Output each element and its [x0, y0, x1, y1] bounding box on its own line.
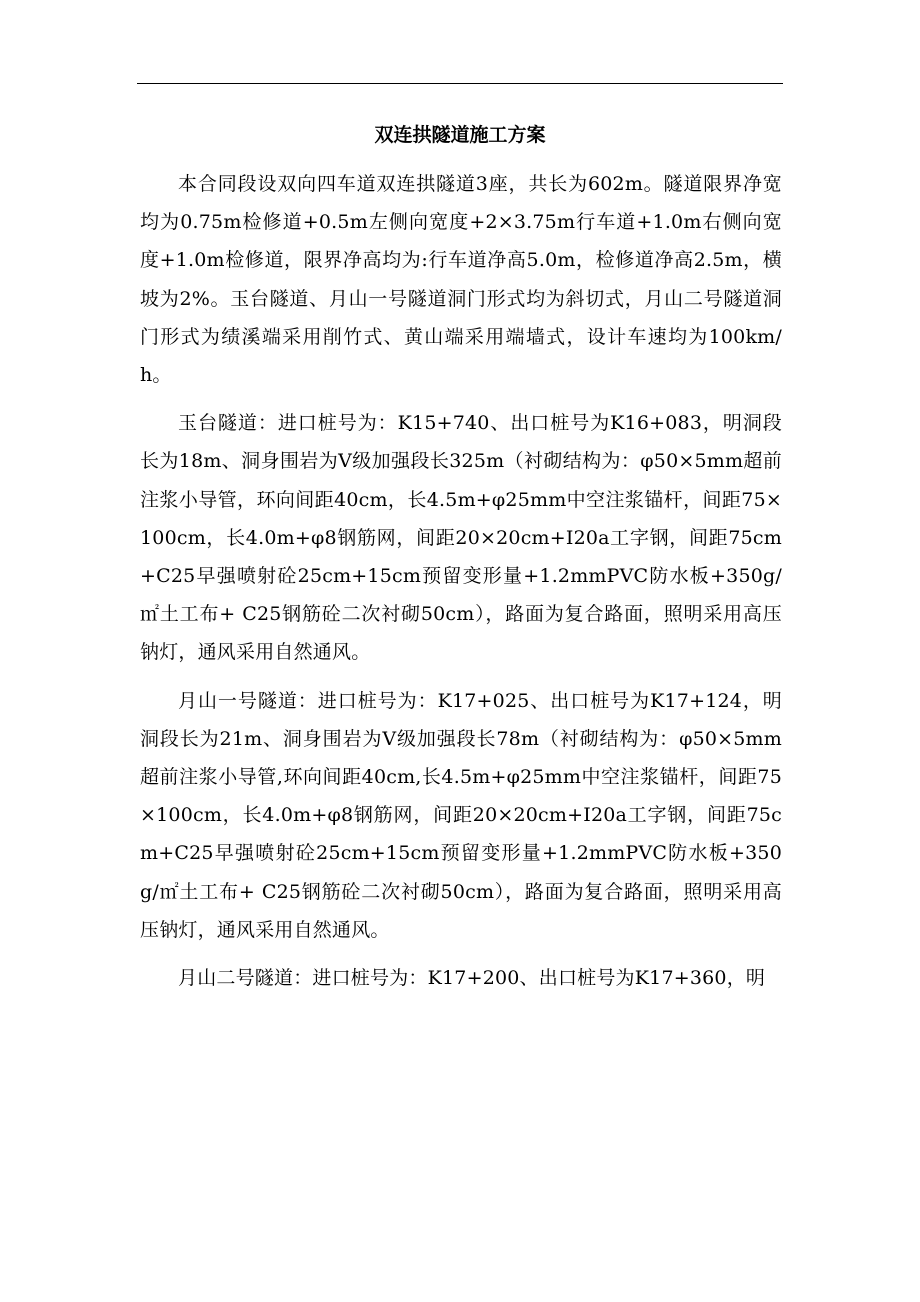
paragraph-yueshan-1-tunnel: 月山一号隧道：进口桩号为：K17+025、出口桩号为K17+124，明洞段长为21m、洞身围岩为Ⅴ级加强段长78m（衬砌结构为：φ50×5mm超前注浆小导管,环向间距40cm,长4.5m+φ25mm中空注浆锚杆，间距75×100cm，长4.0m+φ8钢筋网，间距20×20cm+I20a工字钢，间距75cm+C25早强喷射砼25cm+15cm预留变形量+1.2mmPVC防水板+350g/㎡土工布+ C25钢筋砼二次衬砌50cm），路面为复合路面，照明采用高压钠灯，通风采用自然通风。 — [140, 689, 782, 941]
document-title: 双连拱隧道施工方案 — [374, 124, 546, 146]
paragraph-yutai-tunnel: 玉台隧道：进口桩号为：K15+740、出口桩号为K16+083，明洞段长为18m、洞身围岩为Ⅴ级加强段长325m（衬砌结构为：φ50×5mm超前注浆小导管，环向间距40cm，长4.5m+φ25mm中空注浆锚杆，间距75×100cm，长4.0m+φ8钢筋网，间距20×20cm+I20a工字钢，间距75cm+C25早强喷射砼25cm+15cm预留变形量+1.2mmPVC防水板+350g/㎡土工布+ C25钢筋砼二次衬砌50cm），路面为复合路面，照明采用高压钠灯，通风采用自然通风。 — [140, 412, 782, 664]
paragraph-overview: 本合同段设双向四车道双连拱隧道3座，共长为602m。隧道限界净宽均为0.75m检修道+0.5m左侧向宽度+2×3.75m行车道+1.0m右侧向宽度+1.0m检修道，限界净高均为:行车道净高5.0m，检修道净高2.5m，横坡为2%。玉台隧道、月山一号隧道洞门形式均为斜切式，月山二号隧道洞门形式为绩溪端采用削竹式、黄山端采用端墙式，设计车速均为100km/h。 — [140, 173, 782, 387]
paragraph-yueshan-2-tunnel: 月山二号隧道：进口桩号为：K17+200、出口桩号为K17+360，明 — [178, 967, 766, 990]
document-body — [140, 165, 782, 1007]
header-rule — [137, 83, 783, 84]
